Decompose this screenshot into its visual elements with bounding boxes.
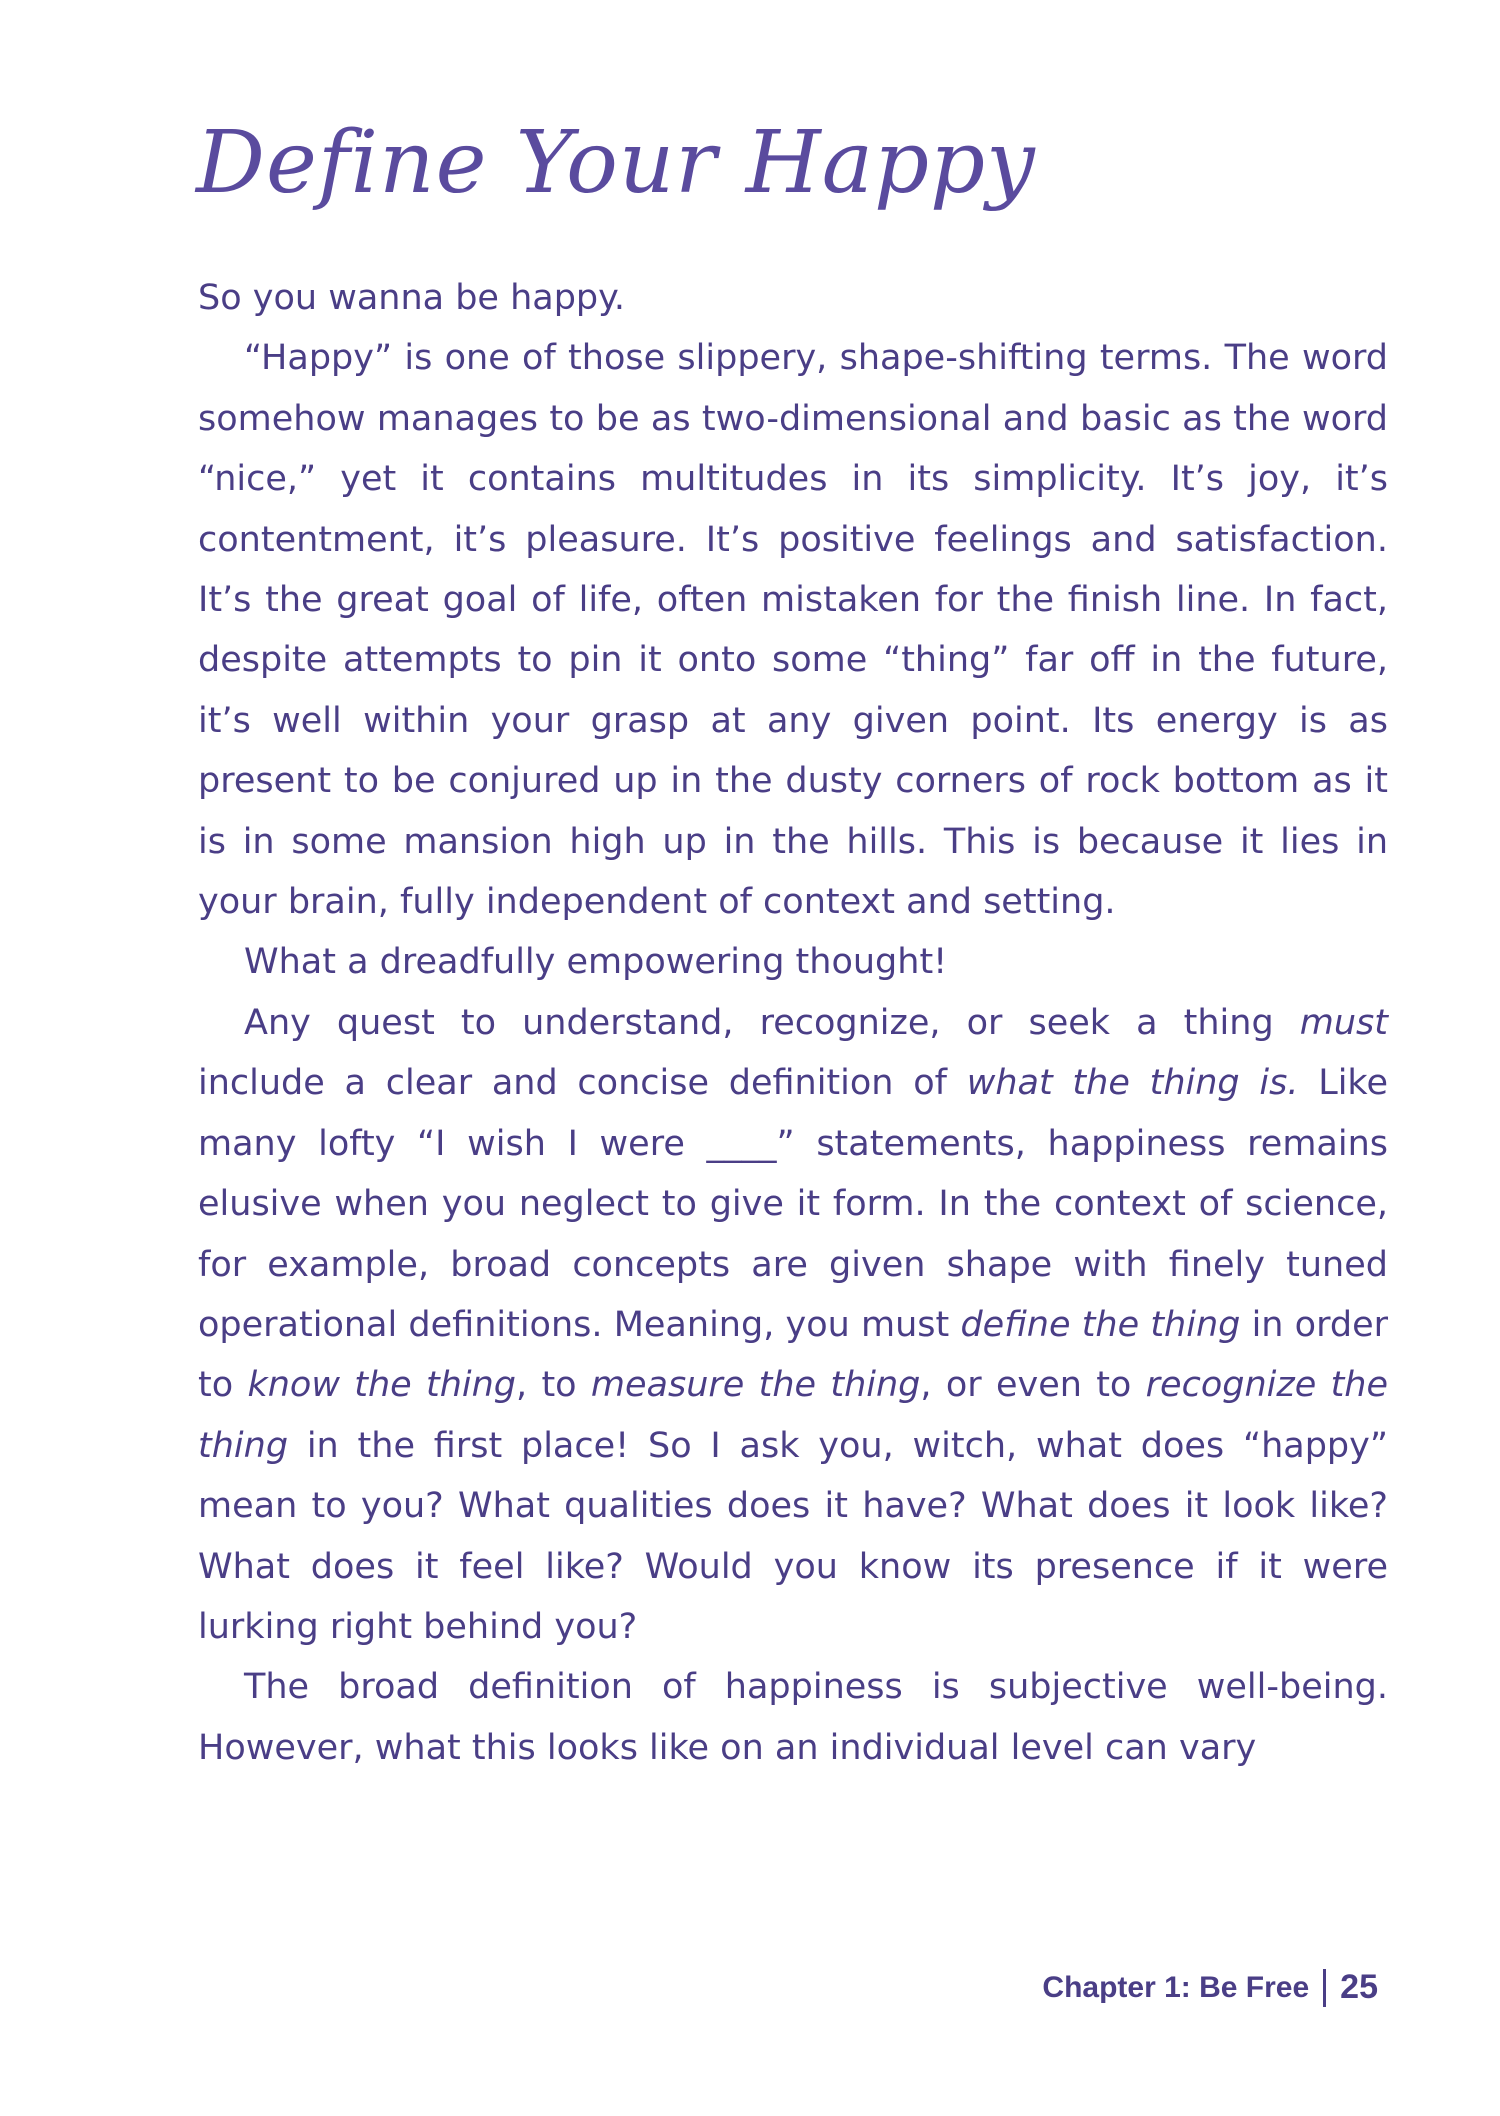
text-segment: Any quest to understand, recognize, or seek a thing — [244, 1002, 1300, 1043]
italic-segment: what the thing is. — [966, 1063, 1299, 1104]
paragraph — [198, 993, 1388, 1657]
text-segment: include a clear and concise definition of — [198, 1063, 967, 1104]
chapter-label: Chapter 1: Be Free — [1042, 1970, 1310, 2004]
italic-segment: must — [1299, 1002, 1388, 1043]
text-segment: So you wanna be happy. — [198, 278, 625, 318]
page-number: 25 — [1340, 1968, 1378, 2006]
italic-segment: know the thing — [247, 1365, 517, 1406]
italic-segment: recognize the thing — [198, 1365, 1389, 1466]
footer-divider — [1323, 1969, 1326, 2007]
paragraph — [198, 268, 1388, 328]
body-text — [198, 268, 1388, 1778]
italic-segment: measure the thing — [590, 1365, 921, 1406]
page-title: Define Your Happy — [196, 113, 1036, 213]
text-segment: in order to — [198, 1304, 1388, 1406]
italic-segment: define the thing — [960, 1304, 1241, 1345]
text-segment: What a dreadfully empowering thought! — [244, 942, 948, 983]
paragraph — [198, 328, 1388, 932]
paragraph — [198, 1657, 1388, 1778]
text-segment: , or even to — [920, 1365, 1146, 1406]
text-segment: The broad definition of happiness is subjective well-being. However, what this looks like on an individual level can vary — [198, 1667, 1388, 1768]
page-footer — [1042, 1968, 1378, 2007]
text-segment: Like many lofty “I wish I were ____” statements, happiness remains elusive when you neglect to give it form. In the context of science, for example, broad concepts are given shape with finely tuned operational definitions. Meaning, you must — [198, 1063, 1388, 1345]
text-segment: “Happy” is one of those slippery, shape-shifting terms. The word somehow manages to be as two-dimensional and basic as the word “nice,” yet it contains multitudes in its simplicity. It’s joy, it’s contentment, it’s pleasure. It’s positive feelings and satisfaction. It’s the great goal of life, often mistaken for the finish line. In fact, despite attempts to pin it onto some “thing” far off in the future, it’s well within your grasp at any given point. Its energy is as present to be conjured up in the dusty corners of rock bottom as it is in some mansion high up in the hills. This is because it lies in your brain, fully independent of context and setting. — [198, 338, 1388, 923]
paragraph — [198, 932, 1388, 992]
text-segment: in the first place! So I ask you, witch, what does “happy” mean to you? What qualities does it have? What does it look like? What does it feel like? Would you know its presence if it were lurking right behind you? — [198, 1425, 1388, 1647]
text-segment: , to — [516, 1365, 591, 1406]
